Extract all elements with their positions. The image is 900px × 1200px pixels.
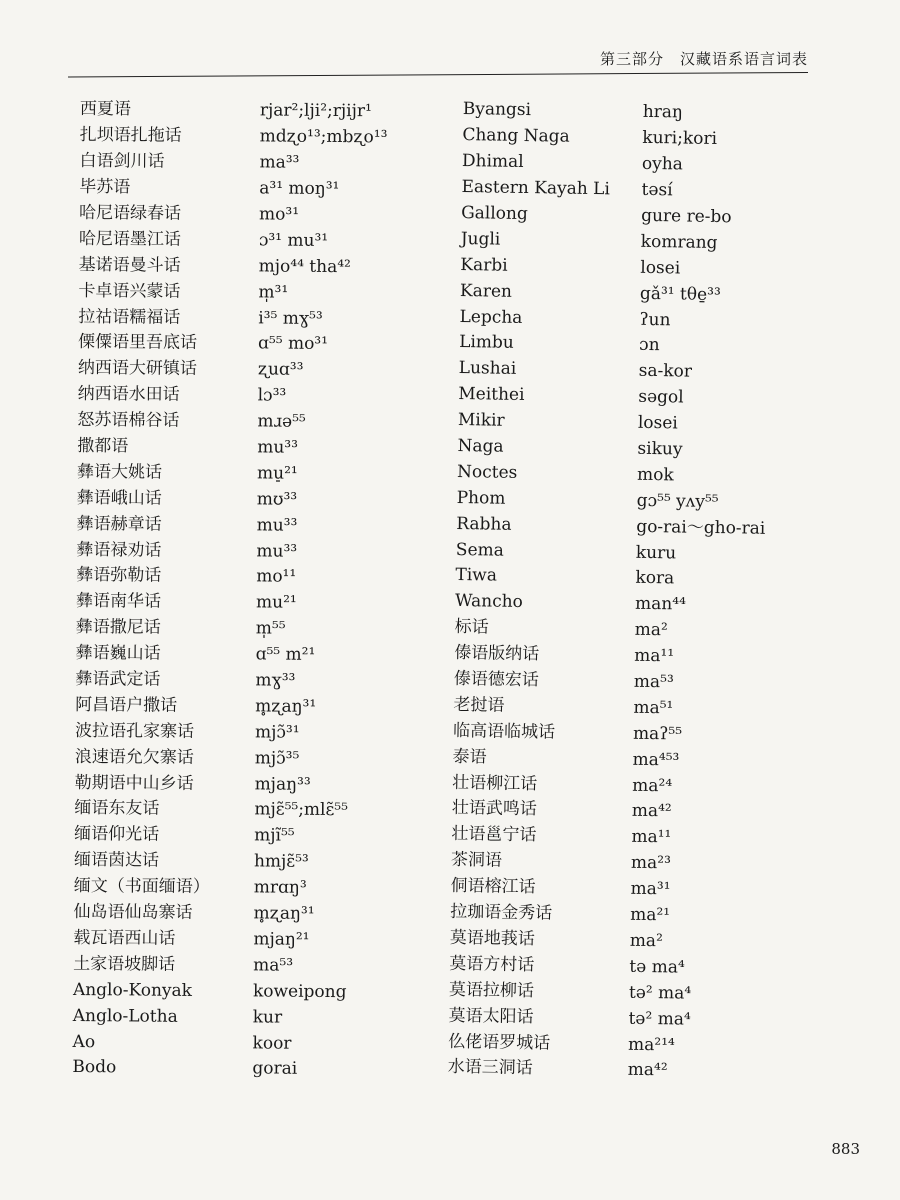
language-name: Naga bbox=[457, 435, 504, 457]
word-form: gorai bbox=[252, 1058, 298, 1080]
language-name: Eastern Kayah Li bbox=[461, 177, 611, 200]
language-name: Tiwa bbox=[455, 565, 498, 587]
word-form: mdʐo¹³;mbʐo¹³ bbox=[259, 126, 388, 148]
language-name: Ao bbox=[72, 1031, 96, 1052]
language-name: 浪速语允欠寨话 bbox=[74, 746, 194, 768]
word-form: mjɔ̃³¹ bbox=[254, 722, 300, 743]
language-name: 波拉语孔家寨话 bbox=[74, 720, 195, 742]
language-name: 拉祜语糯福话 bbox=[78, 306, 181, 328]
language-name: 彝语禄劝话 bbox=[76, 539, 162, 561]
language-name: 侗语榕江话 bbox=[450, 876, 536, 898]
word-form: mu³³ bbox=[256, 515, 298, 536]
language-name: Dhimal bbox=[461, 151, 524, 173]
language-name: 标话 bbox=[454, 617, 489, 638]
word-form: səgol bbox=[638, 387, 684, 408]
word-form: rjar²;lji²;rjijr¹ bbox=[259, 100, 372, 122]
language-name: Chang Naga bbox=[462, 125, 570, 148]
language-name: Jugli bbox=[460, 228, 501, 250]
language-name: 撒都语 bbox=[77, 436, 129, 457]
word-form: man⁴⁴ bbox=[634, 594, 687, 615]
word-form: ma² bbox=[634, 620, 668, 641]
word-form: mjaŋ²¹ bbox=[253, 929, 310, 950]
language-name: Anglo-Konyak bbox=[72, 979, 193, 1001]
running-header: 第三部分 汉藏语系语言词表 bbox=[599, 50, 808, 68]
language-name: Noctes bbox=[456, 461, 518, 483]
language-name: 壮语邕宁话 bbox=[451, 824, 537, 846]
word-form: ma²¹ bbox=[630, 904, 671, 926]
word-form: losei bbox=[640, 257, 681, 279]
language-name: Gallong bbox=[461, 202, 528, 225]
word-form: mu̠²¹ bbox=[256, 463, 298, 484]
word-form: lɔ³³ bbox=[257, 385, 287, 406]
word-form: mu³³ bbox=[256, 540, 298, 562]
word-form: mjo⁴⁴ tha⁴² bbox=[258, 256, 351, 277]
word-form: a³¹ moŋ³¹ bbox=[259, 178, 340, 200]
page-number: 883 bbox=[831, 1140, 860, 1158]
language-name: Bodo bbox=[72, 1057, 117, 1078]
word-form: ma¹¹ bbox=[634, 645, 675, 667]
word-form: ɔ³¹ mu³¹ bbox=[258, 230, 329, 251]
word-form: maʔ⁵⁵ bbox=[632, 723, 683, 745]
word-form: mrɑŋ³ bbox=[253, 877, 307, 898]
language-name: Sema bbox=[455, 539, 505, 561]
language-name: 怒苏语棉谷话 bbox=[77, 410, 180, 431]
language-name: Anglo-Lotha bbox=[72, 1005, 178, 1027]
word-form: gɔ⁵⁵ yʌy⁵⁵ bbox=[636, 490, 719, 512]
word-form: ma⁴² bbox=[627, 1060, 668, 1081]
language-name: 基诺语曼斗话 bbox=[78, 254, 181, 276]
word-form: kuru bbox=[635, 542, 677, 563]
word-form: mjĩ⁵⁵ bbox=[254, 825, 295, 847]
language-name: Lepcha bbox=[459, 306, 523, 328]
word-form: ma⁵³ bbox=[253, 955, 294, 976]
word-form: ma³³ bbox=[259, 152, 300, 173]
language-name: 泰语 bbox=[452, 746, 487, 768]
language-name: 白语剑川话 bbox=[79, 151, 165, 172]
language-name: Phom bbox=[456, 487, 506, 509]
language-name: 莫语太阳话 bbox=[448, 1005, 534, 1027]
language-name: 临高语临城话 bbox=[452, 720, 556, 743]
language-name: 彝语赫章话 bbox=[76, 513, 162, 535]
word-form: kur bbox=[252, 1006, 283, 1028]
language-name: 彝语撒尼话 bbox=[75, 617, 161, 638]
language-name: 载瓦语西山话 bbox=[73, 927, 176, 949]
word-form: mu²¹ bbox=[255, 592, 297, 614]
language-name: Limbu bbox=[458, 332, 514, 354]
word-form: koor bbox=[252, 1032, 292, 1054]
language-name: 莫语地莪话 bbox=[449, 927, 535, 950]
word-form: mjɔ̃³⁵ bbox=[254, 748, 300, 769]
word-form: mo¹¹ bbox=[256, 566, 297, 588]
language-name: 仫佬语罗城话 bbox=[448, 1031, 551, 1053]
right-entry-column bbox=[448, 97, 772, 1086]
language-name: 土家语坡脚话 bbox=[73, 953, 176, 975]
word-form: m̩³¹ bbox=[258, 282, 289, 303]
header-rule bbox=[68, 72, 808, 78]
language-name: 拉珈语金秀话 bbox=[450, 901, 553, 924]
language-name: 傣语版纳话 bbox=[454, 643, 540, 665]
language-name: Karen bbox=[459, 280, 513, 302]
language-name: Lushai bbox=[458, 358, 517, 380]
language-name: 纳西语水田话 bbox=[77, 384, 180, 406]
language-name: 缅语仰光话 bbox=[74, 824, 160, 846]
language-name: 缅文（书面缅语） bbox=[73, 876, 210, 898]
language-name: 卡卓语兴蒙话 bbox=[78, 280, 181, 302]
word-form: m̩⁵⁵ bbox=[255, 618, 286, 639]
language-name: 壮语武鸣话 bbox=[451, 798, 537, 820]
language-name: Wancho bbox=[454, 591, 524, 613]
word-form: ma⁴⁵³ bbox=[632, 749, 680, 771]
word-form: m̥ʐaŋ³¹ bbox=[253, 903, 315, 924]
word-form: ɑ⁵⁵ mo³¹ bbox=[257, 333, 329, 355]
word-form: ma³¹ bbox=[630, 878, 671, 900]
word-form: hraŋ bbox=[642, 102, 684, 123]
word-form: ma² bbox=[629, 930, 664, 952]
word-form: təsí bbox=[641, 179, 673, 201]
language-name: 老挝语 bbox=[453, 694, 505, 716]
word-form: mɹə⁵⁵ bbox=[257, 411, 306, 432]
language-name: 壮语柳江话 bbox=[452, 772, 538, 794]
language-name: 彝语大姚话 bbox=[76, 461, 163, 483]
language-name: 莫语拉柳话 bbox=[448, 979, 535, 1001]
word-form: tə ma⁴ bbox=[629, 956, 685, 978]
language-name: 彝语武定话 bbox=[75, 669, 161, 690]
word-form: ma⁴² bbox=[631, 801, 672, 822]
word-form: hmjɛ̃⁵³ bbox=[253, 851, 309, 873]
word-form: gǎ³¹ tθe̱³³ bbox=[639, 283, 721, 305]
word-form: mjɛ̃⁵⁵;mlɛ̃⁵⁵ bbox=[254, 799, 349, 821]
language-name: 阿昌语户撒话 bbox=[75, 694, 178, 716]
language-name: 缅语东友话 bbox=[74, 798, 160, 820]
language-name: Karbi bbox=[460, 254, 508, 276]
language-name: 傈僳语里吾底话 bbox=[77, 332, 198, 354]
word-form: ma⁵¹ bbox=[633, 697, 674, 719]
word-form: ʔun bbox=[639, 309, 671, 330]
language-name: Meithei bbox=[458, 384, 525, 406]
word-form: oyha bbox=[641, 154, 684, 175]
language-name: 水语三洞话 bbox=[447, 1057, 533, 1079]
language-name: 勒期语中山乡话 bbox=[74, 772, 194, 794]
language-name: 莫语方村话 bbox=[449, 953, 535, 976]
language-name: 仙岛语仙岛寨话 bbox=[73, 902, 193, 923]
word-form: ma²¹⁴ bbox=[627, 1034, 675, 1055]
word-form: mɣ³³ bbox=[255, 670, 296, 691]
language-name: 彝语峨山话 bbox=[76, 487, 162, 509]
word-form: ma²³ bbox=[630, 853, 672, 874]
word-form: ɔn bbox=[638, 335, 660, 356]
word-form: ma¹¹ bbox=[631, 827, 672, 848]
word-form: go-rai～gho-rai bbox=[636, 516, 766, 539]
word-form: ɑ⁵⁵ m²¹ bbox=[255, 644, 316, 666]
word-form: koweipong bbox=[252, 981, 347, 1002]
language-name: 彝语巍山话 bbox=[75, 643, 161, 664]
language-name: 彝语弥勒话 bbox=[76, 565, 162, 587]
word-form: mu³³ bbox=[257, 437, 299, 458]
language-name: 茶洞语 bbox=[450, 850, 503, 871]
word-form: kuri;kori bbox=[642, 128, 718, 150]
word-form: sikuy bbox=[637, 438, 683, 460]
word-form: mjaŋ³³ bbox=[254, 773, 311, 795]
word-form: losei bbox=[637, 412, 678, 434]
word-form: ma²⁴ bbox=[632, 775, 673, 796]
language-name: 纳西语大研镇话 bbox=[77, 358, 197, 380]
word-form: kora bbox=[635, 568, 675, 589]
word-form: ma⁵³ bbox=[633, 671, 674, 693]
word-form: tə² ma⁴ bbox=[628, 1008, 691, 1030]
language-name: Mikir bbox=[457, 410, 505, 431]
language-name: 彝语南华话 bbox=[75, 591, 162, 613]
language-name: Rabha bbox=[456, 513, 512, 535]
word-form: komrang bbox=[640, 231, 718, 253]
word-form: sa-kor bbox=[638, 361, 693, 382]
word-form: gure re-bo bbox=[640, 205, 732, 228]
language-name: 扎坝语扎拖话 bbox=[79, 125, 182, 147]
left-entry-column bbox=[72, 97, 387, 1083]
language-name: Byangsi bbox=[462, 99, 532, 121]
word-form: ʐuɑ³³ bbox=[257, 359, 304, 381]
word-form: i³⁵ mɣ⁵³ bbox=[258, 307, 323, 329]
language-name: 傣语德宏话 bbox=[453, 668, 540, 691]
language-name: 缅语茵达话 bbox=[73, 850, 160, 871]
word-form: mʊ³³ bbox=[256, 489, 298, 510]
language-name: 哈尼语墨江话 bbox=[78, 228, 181, 250]
language-name: 哈尼语绿春话 bbox=[79, 202, 182, 224]
word-form: mok bbox=[636, 464, 674, 486]
word-form: m̥ʐaŋ³¹ bbox=[255, 696, 317, 717]
word-form: mo³¹ bbox=[259, 204, 300, 225]
language-name: 西夏语 bbox=[79, 99, 131, 120]
language-name: 毕苏语 bbox=[79, 177, 131, 198]
word-form: tə² ma⁴ bbox=[628, 982, 692, 1004]
